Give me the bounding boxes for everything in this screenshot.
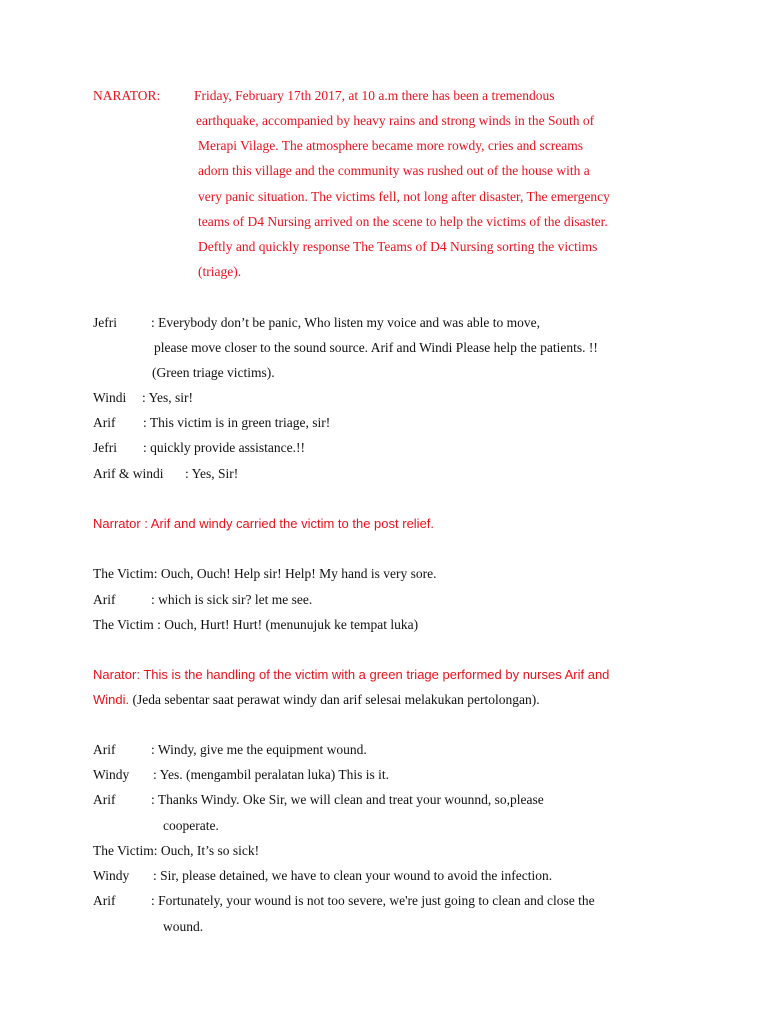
dialogue-windy-1: : Yes. (mengambil peralatan luka) This is it.: [153, 767, 389, 782]
speaker-arif-2: Arif: [93, 592, 116, 607]
speaker-arif-4: Arif: [93, 792, 116, 807]
dialogue-victim-1: The Victim: Ouch, Ouch! Help sir! Help! My hand is very sore.: [93, 566, 437, 581]
narration-handling-note: (Jeda sebentar saat perawat windy dan arif selesai melakukan pertolongan).: [129, 692, 540, 707]
dialogue-jefri-3: (Green triage victims).: [152, 365, 275, 380]
speaker-arif-windi: Arif & windi: [93, 466, 164, 481]
intro-line-5: very panic situation. The victims fell, not long after disaster, The emergency: [198, 189, 610, 204]
speaker-arif-5: Arif: [93, 893, 116, 908]
dialogue-arif-4-cont: cooperate.: [163, 818, 219, 833]
narrator-label: NARATOR:: [93, 88, 161, 103]
intro-line-8: (triage).: [198, 264, 242, 279]
dialogue-jefri-2: please move closer to the sound source. Arif and Windi Please help the patients. !!: [154, 340, 598, 355]
narration-handling-1: Narator: This is the handling of the victim with a green triage performed by nurses Arif and: [93, 667, 610, 682]
speaker-windi: Windi: [93, 390, 127, 405]
intro-line-4: adorn this village and the community was rushed out of the house with a: [198, 163, 590, 178]
speaker-jefri: Jefri: [93, 315, 117, 330]
dialogue-arif-3: : Windy, give me the equipment wound.: [151, 742, 367, 757]
dialogue-jefri-1: : Everybody don’t be panic, Who listen my voice and was able to move,: [151, 315, 541, 330]
intro-line-6: teams of D4 Nursing arrived on the scene to help the victims of the disaster.: [198, 214, 608, 229]
narration-post-relief: Narrator : Arif and windy carried the victim to the post relief.: [93, 516, 435, 531]
narration-handling-2: [93, 692, 540, 708]
narration-handling-name: Windi.: [93, 692, 130, 707]
intro-line-7: Deftly and quickly response The Teams of D4 Nursing sorting the victims: [198, 239, 598, 254]
dialogue-arif-2: : which is sick sir? let me see.: [151, 592, 313, 607]
intro-line-1: Friday, February 17th 2017, at 10 a.m there has been a tremendous: [194, 88, 555, 103]
dialogue-windy-2: : Sir, please detained, we have to clean your wound to avoid the infection.: [153, 868, 553, 883]
speaker-jefri-2: Jefri: [93, 440, 117, 455]
dialogue-arif: : This victim is in green triage, sir!: [143, 415, 331, 430]
dialogue-arif-4: : Thanks Windy. Oke Sir, we will clean and treat your wounnd, so,please: [151, 792, 544, 807]
speaker-arif: Arif: [93, 415, 116, 430]
speaker-arif-3: Arif: [93, 742, 116, 757]
dialogue-jefri-4: : quickly provide assistance.!!: [143, 440, 305, 455]
speaker-windy: Windy: [93, 767, 130, 782]
speaker-windy-2: Windy: [93, 868, 130, 883]
dialogue-arif-5-cont: wound.: [163, 919, 204, 934]
dialogue-victim-3: The Victim: Ouch, It’s so sick!: [93, 843, 260, 858]
intro-line-3: Merapi Vilage. The atmosphere became more rowdy, cries and screams: [198, 138, 584, 153]
dialogue-arif-5: : Fortunately, your wound is not too severe, we're just going to clean and close the: [151, 893, 595, 908]
dialogue-windi: : Yes, sir!: [142, 390, 194, 405]
dialogue-arif-windi: : Yes, Sir!: [185, 466, 239, 481]
dialogue-victim-2: The Victim : Ouch, Hurt! Hurt! (menunujuk ke tempat luka): [93, 617, 419, 632]
intro-line-2: earthquake, accompanied by heavy rains and strong winds in the South of: [196, 113, 595, 128]
